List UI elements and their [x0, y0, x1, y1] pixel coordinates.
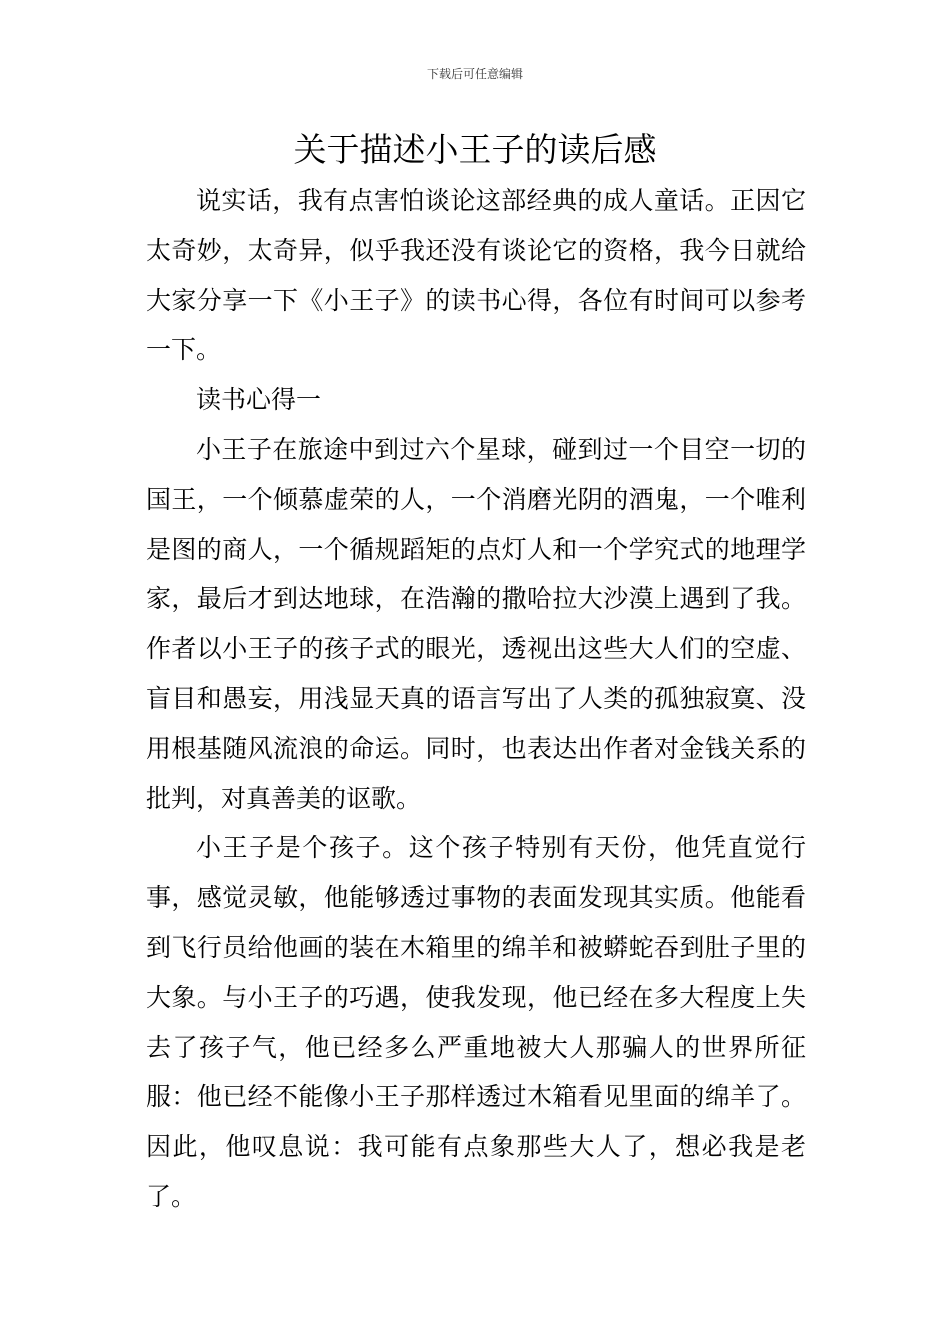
article-body: [146, 176, 806, 1222]
paragraph-child: 小王子是个孩子。这个孩子特别有天份，他凭直觉行事，感觉灵敏，他能够透过事物的表面发现其实质。他能看到飞行员给他画的装在木箱里的绵羊和被蟒蛇吞到肚子里的大象。与小王子的巧遇，使我发现，他已经在多大程度上失去了孩子气，他已经多么严重地被大人那骗人的世界所征服：他已经不能像小王子那样透过木箱看见里面的绵羊了。因此，他叹息说：我可能有点象那些大人了，想必我是老了。: [146, 833, 806, 1211]
paragraph-intro: 说实话，我有点害怕谈论这部经典的成人童话。正因它太奇妙，太奇异，似乎我还没有谈论它的资格，我今日就给大家分享一下《小王子》的读书心得，各位有时间可以参考一下。: [146, 186, 806, 365]
paragraph-journey: 小王子在旅途中到过六个星球，碰到过一个目空一切的国王，一个倾慕虚荣的人，一个消磨光阴的酒鬼，一个唯利是图的商人，一个循规蹈矩的点灯人和一个学究式的地理学家，最后才到达地球，在浩瀚的撒哈拉大沙漠上遇到了我。作者以小王子的孩子式的眼光，透视出这些大人们的空虚、盲目和愚妄，用浅显天真的语言写出了人类的孤独寂寞、没用根基随风流浪的命运。同时，也表达出作者对金钱关系的批判，对真善美的讴歌。: [146, 434, 806, 813]
header-note: 下载后可任意编辑: [426, 67, 523, 81]
page-title: 关于描述小王子的读后感: [293, 130, 657, 169]
section-heading: 读书心得一: [196, 385, 322, 415]
